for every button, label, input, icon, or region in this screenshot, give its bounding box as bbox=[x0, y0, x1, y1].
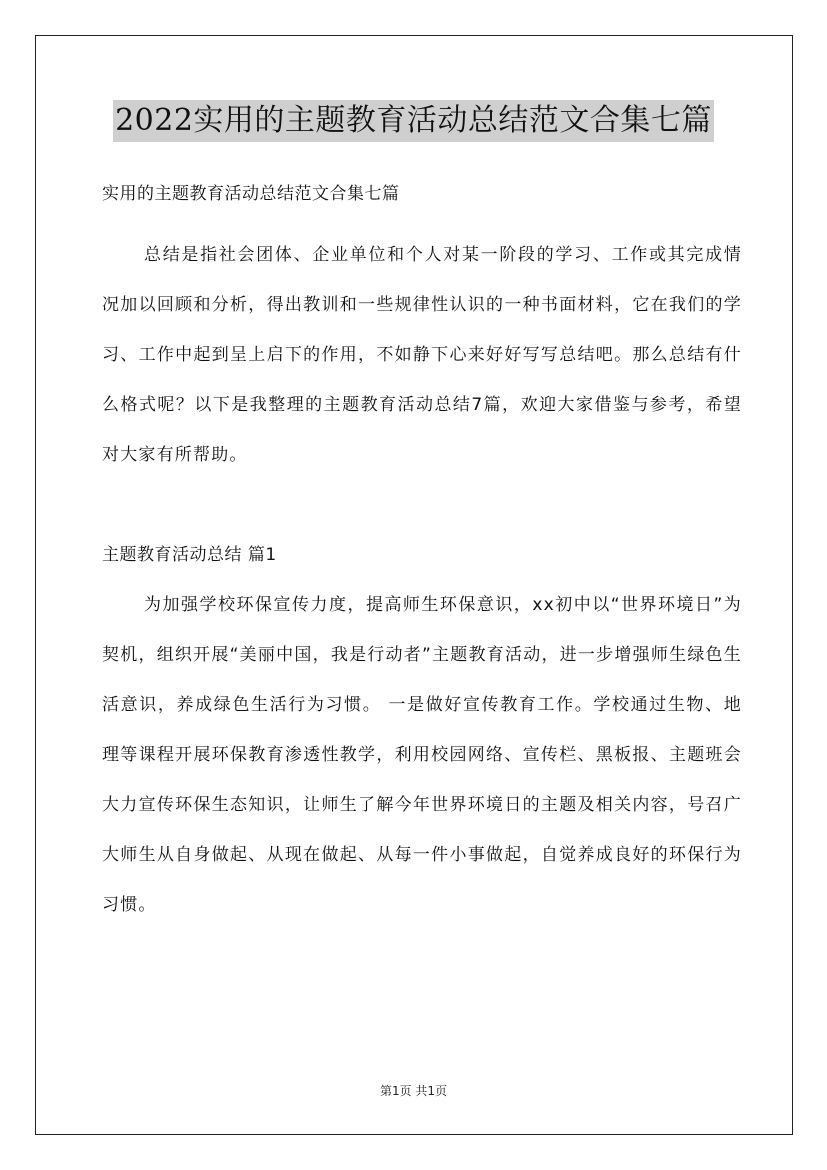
document-subtitle: 实用的主题教育活动总结范文合集七篇 bbox=[102, 184, 400, 204]
intro-paragraph: 总结是指社会团体、企业单位和个人对某一阶段的学习、工作或其完成情况加以回顾和分析，得出教训和一些规律性认识的一种书面材料，它在我们的学习、工作中起到呈上启下的作用，不如静下心来好好写写总结吧。那么总结有什么格式呢？以下是我整理的主题教育活动总结7篇，欢迎大家借鉴与参考，希望对大家有所帮助。 bbox=[102, 245, 742, 465]
section-heading: 主题教育活动总结 篇1 bbox=[102, 545, 277, 565]
document-title: 2022实用的主题教育活动总结范文合集七篇 bbox=[113, 100, 714, 142]
page-footer: 第1页 共1页 bbox=[379, 1084, 448, 1098]
document-body bbox=[102, 174, 742, 930]
section-paragraph: 为加强学校环保宣传力度，提高师生环保意识，xx初中以“世界环境日”为契机，组织开展“美丽中国，我是行动者”主题教育活动，进一步增强师生绿色生活意识，养成绿色生活行为习惯。 一是做好宣传教育工作。学校通过生物、地理等课程开展环保教育渗透性教学，利用校园网络、宣传栏、黑板报、主题班会大力宣传环保生态知识，让师生了解今年世界环境日的主题及相关内容，号召广大师生从自身做起、从现在做起、从每一件小事做起，自觉养成良好的环保行为习惯。 bbox=[102, 595, 742, 915]
title-container bbox=[0, 100, 827, 142]
